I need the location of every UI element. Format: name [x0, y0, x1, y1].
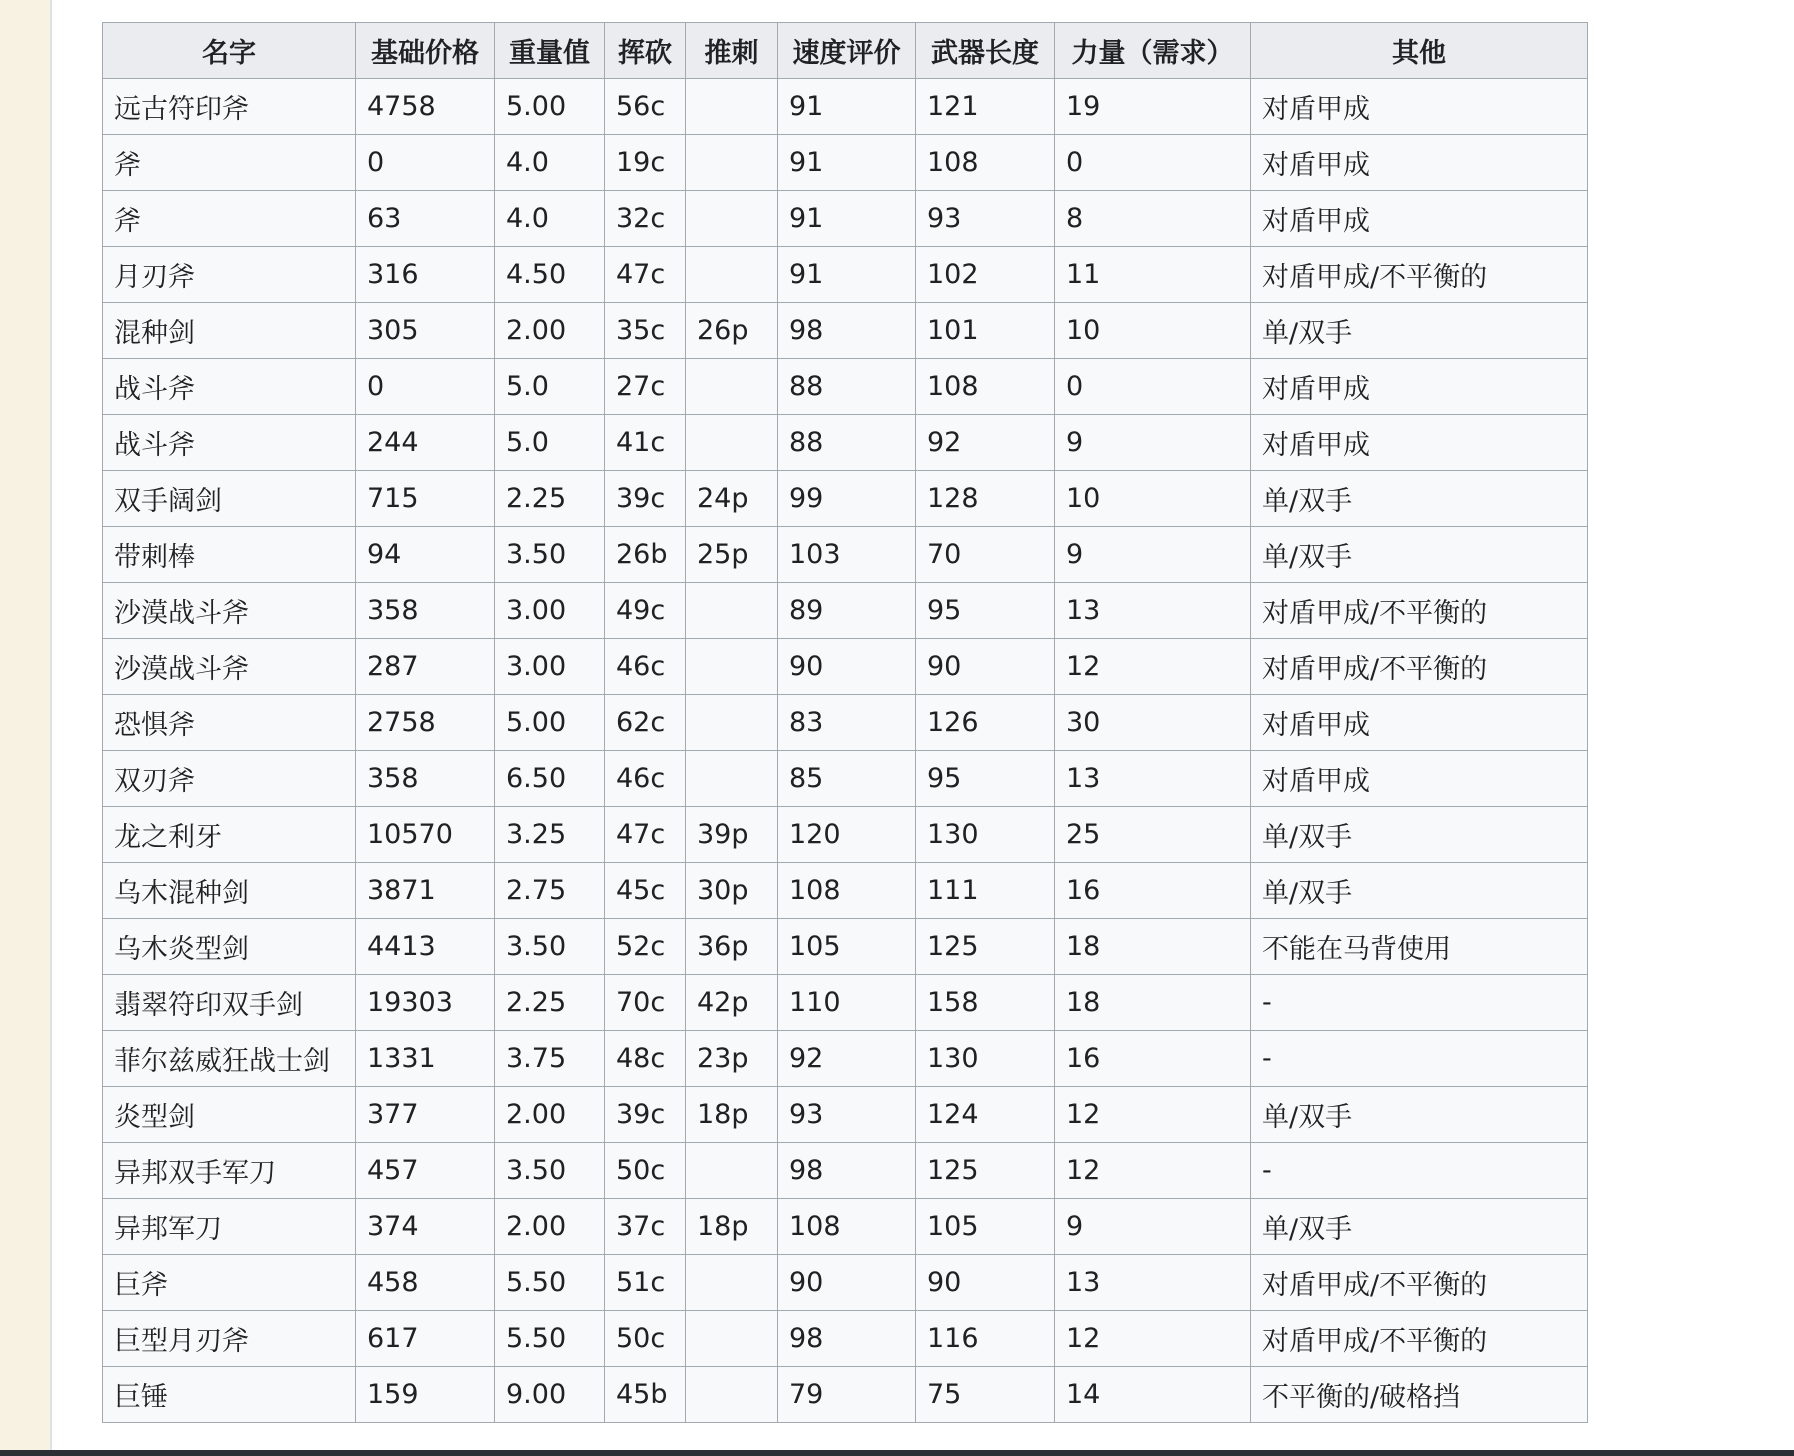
cell-weight: 3.25 — [495, 807, 605, 863]
cell-swing: 48c — [605, 1031, 686, 1087]
cell-strength: 12 — [1055, 1143, 1251, 1199]
left-gutter — [0, 0, 52, 1456]
cell-name: 战斗斧 — [103, 359, 356, 415]
cell-thrust: 18p — [686, 1087, 778, 1143]
cell-name: 沙漠战斗斧 — [103, 583, 356, 639]
cell-strength: 11 — [1055, 247, 1251, 303]
cell-length: 90 — [916, 639, 1055, 695]
cell-speed: 90 — [778, 639, 916, 695]
cell-other: 对盾甲成 — [1251, 191, 1588, 247]
cell-strength: 16 — [1055, 863, 1251, 919]
cell-name: 菲尔兹威狂战士剑 — [103, 1031, 356, 1087]
cell-other: 不平衡的/破格挡 — [1251, 1367, 1588, 1423]
cell-base-price: 4758 — [356, 79, 495, 135]
column-header-base-price: 基础价格 — [356, 23, 495, 79]
cell-other: 单/双手 — [1251, 863, 1588, 919]
cell-thrust — [686, 79, 778, 135]
cell-name: 双手阔剑 — [103, 471, 356, 527]
cell-thrust — [686, 1143, 778, 1199]
table-row — [103, 975, 1588, 1031]
cell-thrust — [686, 1311, 778, 1367]
table-row — [103, 471, 1588, 527]
cell-swing: 70c — [605, 975, 686, 1031]
table-row — [103, 135, 1588, 191]
cell-name: 翡翠符印双手剑 — [103, 975, 356, 1031]
cell-weight: 5.00 — [495, 695, 605, 751]
table-row — [103, 639, 1588, 695]
cell-speed: 91 — [778, 135, 916, 191]
cell-thrust: 23p — [686, 1031, 778, 1087]
cell-name: 双刃斧 — [103, 751, 356, 807]
column-header-length: 武器长度 — [916, 23, 1055, 79]
table-row — [103, 1367, 1588, 1423]
cell-thrust — [686, 1367, 778, 1423]
cell-other: 对盾甲成/不平衡的 — [1251, 639, 1588, 695]
cell-thrust — [686, 751, 778, 807]
cell-name: 炎型剑 — [103, 1087, 356, 1143]
table-row — [103, 863, 1588, 919]
cell-other: 不能在马背使用 — [1251, 919, 1588, 975]
cell-speed: 98 — [778, 1143, 916, 1199]
cell-speed: 91 — [778, 79, 916, 135]
cell-length: 93 — [916, 191, 1055, 247]
table-header-row — [103, 23, 1588, 79]
cell-base-price: 617 — [356, 1311, 495, 1367]
cell-length: 90 — [916, 1255, 1055, 1311]
cell-base-price: 244 — [356, 415, 495, 471]
cell-weight: 3.50 — [495, 919, 605, 975]
cell-length: 125 — [916, 919, 1055, 975]
cell-speed: 91 — [778, 191, 916, 247]
cell-strength: 18 — [1055, 975, 1251, 1031]
cell-name: 斧 — [103, 135, 356, 191]
cell-strength: 30 — [1055, 695, 1251, 751]
cell-name: 巨斧 — [103, 1255, 356, 1311]
cell-strength: 18 — [1055, 919, 1251, 975]
cell-weight: 3.00 — [495, 583, 605, 639]
cell-other: 单/双手 — [1251, 807, 1588, 863]
cell-thrust — [686, 639, 778, 695]
cell-thrust: 18p — [686, 1199, 778, 1255]
cell-length: 108 — [916, 359, 1055, 415]
cell-thrust: 30p — [686, 863, 778, 919]
cell-swing: 51c — [605, 1255, 686, 1311]
cell-other: 对盾甲成 — [1251, 751, 1588, 807]
cell-base-price: 159 — [356, 1367, 495, 1423]
cell-strength: 10 — [1055, 471, 1251, 527]
table-row — [103, 1255, 1588, 1311]
cell-speed: 90 — [778, 1255, 916, 1311]
column-header-strength: 力量（需求） — [1055, 23, 1251, 79]
table-row — [103, 1311, 1588, 1367]
cell-swing: 37c — [605, 1199, 686, 1255]
cell-swing: 32c — [605, 191, 686, 247]
column-header-speed: 速度评价 — [778, 23, 916, 79]
column-header-weight: 重量值 — [495, 23, 605, 79]
cell-other: 对盾甲成/不平衡的 — [1251, 583, 1588, 639]
cell-base-price: 3871 — [356, 863, 495, 919]
bottom-bar — [0, 1450, 1794, 1456]
cell-weight: 3.00 — [495, 639, 605, 695]
cell-weight: 5.0 — [495, 359, 605, 415]
cell-other: 单/双手 — [1251, 1199, 1588, 1255]
cell-weight: 3.50 — [495, 1143, 605, 1199]
cell-length: 158 — [916, 975, 1055, 1031]
cell-length: 130 — [916, 807, 1055, 863]
table-row — [103, 247, 1588, 303]
cell-weight: 6.50 — [495, 751, 605, 807]
cell-other: 对盾甲成 — [1251, 415, 1588, 471]
cell-base-price: 0 — [356, 135, 495, 191]
cell-base-price: 19303 — [356, 975, 495, 1031]
cell-thrust: 26p — [686, 303, 778, 359]
cell-weight: 3.75 — [495, 1031, 605, 1087]
cell-speed: 98 — [778, 1311, 916, 1367]
cell-other: 对盾甲成 — [1251, 695, 1588, 751]
cell-length: 105 — [916, 1199, 1055, 1255]
cell-base-price: 457 — [356, 1143, 495, 1199]
cell-swing: 26b — [605, 527, 686, 583]
table-row — [103, 527, 1588, 583]
cell-base-price: 305 — [356, 303, 495, 359]
table-row — [103, 751, 1588, 807]
cell-speed: 93 — [778, 1087, 916, 1143]
cell-weight: 4.50 — [495, 247, 605, 303]
cell-length: 101 — [916, 303, 1055, 359]
cell-name: 沙漠战斗斧 — [103, 639, 356, 695]
table-body — [103, 79, 1588, 1423]
cell-speed: 99 — [778, 471, 916, 527]
cell-length: 95 — [916, 751, 1055, 807]
cell-speed: 105 — [778, 919, 916, 975]
cell-thrust — [686, 1255, 778, 1311]
cell-name: 乌木炎型剑 — [103, 919, 356, 975]
table-row — [103, 1087, 1588, 1143]
cell-speed: 103 — [778, 527, 916, 583]
cell-thrust — [686, 583, 778, 639]
table-row — [103, 1199, 1588, 1255]
cell-other: 对盾甲成 — [1251, 79, 1588, 135]
cell-name: 混种剑 — [103, 303, 356, 359]
column-header-name: 名字 — [103, 23, 356, 79]
table-row — [103, 1031, 1588, 1087]
cell-speed: 92 — [778, 1031, 916, 1087]
cell-name: 斧 — [103, 191, 356, 247]
cell-strength: 25 — [1055, 807, 1251, 863]
cell-length: 75 — [916, 1367, 1055, 1423]
cell-strength: 14 — [1055, 1367, 1251, 1423]
cell-strength: 13 — [1055, 1255, 1251, 1311]
cell-swing: 50c — [605, 1143, 686, 1199]
cell-other: 单/双手 — [1251, 1087, 1588, 1143]
cell-name: 异邦军刀 — [103, 1199, 356, 1255]
cell-base-price: 358 — [356, 583, 495, 639]
cell-other: 对盾甲成/不平衡的 — [1251, 1311, 1588, 1367]
cell-strength: 13 — [1055, 751, 1251, 807]
cell-name: 战斗斧 — [103, 415, 356, 471]
cell-swing: 19c — [605, 135, 686, 191]
cell-name: 巨型月刃斧 — [103, 1311, 356, 1367]
cell-speed: 89 — [778, 583, 916, 639]
cell-thrust: 24p — [686, 471, 778, 527]
cell-base-price: 0 — [356, 359, 495, 415]
cell-swing: 56c — [605, 79, 686, 135]
cell-length: 121 — [916, 79, 1055, 135]
cell-speed: 88 — [778, 359, 916, 415]
column-header-swing: 挥砍 — [605, 23, 686, 79]
cell-strength: 0 — [1055, 359, 1251, 415]
cell-weight: 2.25 — [495, 975, 605, 1031]
cell-base-price: 1331 — [356, 1031, 495, 1087]
cell-swing: 45b — [605, 1367, 686, 1423]
cell-weight: 4.0 — [495, 135, 605, 191]
cell-swing: 62c — [605, 695, 686, 751]
cell-name: 恐惧斧 — [103, 695, 356, 751]
cell-weight: 5.00 — [495, 79, 605, 135]
page-content — [52, 0, 1794, 1456]
cell-length: 126 — [916, 695, 1055, 751]
table-row — [103, 303, 1588, 359]
cell-strength: 16 — [1055, 1031, 1251, 1087]
cell-base-price: 2758 — [356, 695, 495, 751]
cell-base-price: 458 — [356, 1255, 495, 1311]
column-header-other: 其他 — [1251, 23, 1588, 79]
cell-strength: 9 — [1055, 415, 1251, 471]
cell-weight: 5.0 — [495, 415, 605, 471]
cell-base-price: 4413 — [356, 919, 495, 975]
cell-swing: 45c — [605, 863, 686, 919]
cell-speed: 108 — [778, 1199, 916, 1255]
cell-speed: 88 — [778, 415, 916, 471]
cell-strength: 8 — [1055, 191, 1251, 247]
cell-length: 124 — [916, 1087, 1055, 1143]
cell-weight: 9.00 — [495, 1367, 605, 1423]
cell-base-price: 316 — [356, 247, 495, 303]
cell-length: 125 — [916, 1143, 1055, 1199]
cell-other: 对盾甲成/不平衡的 — [1251, 1255, 1588, 1311]
cell-name: 巨锤 — [103, 1367, 356, 1423]
cell-weight: 2.00 — [495, 1087, 605, 1143]
cell-other: - — [1251, 975, 1588, 1031]
cell-swing: 39c — [605, 1087, 686, 1143]
cell-speed: 79 — [778, 1367, 916, 1423]
cell-weight: 2.00 — [495, 303, 605, 359]
cell-other: 对盾甲成 — [1251, 135, 1588, 191]
cell-thrust — [686, 415, 778, 471]
cell-other: 对盾甲成 — [1251, 359, 1588, 415]
cell-name: 龙之利牙 — [103, 807, 356, 863]
cell-length: 130 — [916, 1031, 1055, 1087]
cell-speed: 98 — [778, 303, 916, 359]
cell-strength: 13 — [1055, 583, 1251, 639]
cell-base-price: 374 — [356, 1199, 495, 1255]
cell-speed: 91 — [778, 247, 916, 303]
cell-base-price: 287 — [356, 639, 495, 695]
cell-thrust: 25p — [686, 527, 778, 583]
cell-name: 带刺棒 — [103, 527, 356, 583]
cell-weight: 4.0 — [495, 191, 605, 247]
cell-other: 单/双手 — [1251, 471, 1588, 527]
cell-other: - — [1251, 1031, 1588, 1087]
cell-thrust — [686, 359, 778, 415]
cell-swing: 47c — [605, 807, 686, 863]
table-row — [103, 919, 1588, 975]
cell-length: 128 — [916, 471, 1055, 527]
cell-swing: 47c — [605, 247, 686, 303]
table-row — [103, 583, 1588, 639]
cell-length: 92 — [916, 415, 1055, 471]
table-row — [103, 807, 1588, 863]
cell-speed: 85 — [778, 751, 916, 807]
cell-base-price: 63 — [356, 191, 495, 247]
cell-strength: 9 — [1055, 1199, 1251, 1255]
cell-speed: 108 — [778, 863, 916, 919]
cell-weight: 5.50 — [495, 1311, 605, 1367]
cell-weight: 2.75 — [495, 863, 605, 919]
cell-base-price: 358 — [356, 751, 495, 807]
cell-speed: 110 — [778, 975, 916, 1031]
cell-length: 95 — [916, 583, 1055, 639]
cell-length: 102 — [916, 247, 1055, 303]
cell-base-price: 94 — [356, 527, 495, 583]
cell-base-price: 377 — [356, 1087, 495, 1143]
cell-name: 乌木混种剑 — [103, 863, 356, 919]
cell-base-price: 715 — [356, 471, 495, 527]
cell-swing: 35c — [605, 303, 686, 359]
cell-length: 116 — [916, 1311, 1055, 1367]
table-row — [103, 695, 1588, 751]
cell-speed: 120 — [778, 807, 916, 863]
cell-weight: 2.25 — [495, 471, 605, 527]
cell-strength: 0 — [1055, 135, 1251, 191]
cell-strength: 10 — [1055, 303, 1251, 359]
cell-other: 对盾甲成/不平衡的 — [1251, 247, 1588, 303]
cell-strength: 12 — [1055, 1311, 1251, 1367]
cell-name: 异邦双手军刀 — [103, 1143, 356, 1199]
cell-thrust — [686, 191, 778, 247]
cell-swing: 49c — [605, 583, 686, 639]
table-row — [103, 415, 1588, 471]
column-header-thrust: 推刺 — [686, 23, 778, 79]
cell-other: 单/双手 — [1251, 527, 1588, 583]
table-row — [103, 1143, 1588, 1199]
cell-speed: 83 — [778, 695, 916, 751]
cell-swing: 39c — [605, 471, 686, 527]
cell-length: 70 — [916, 527, 1055, 583]
cell-weight: 3.50 — [495, 527, 605, 583]
cell-strength: 9 — [1055, 527, 1251, 583]
cell-thrust — [686, 247, 778, 303]
cell-weight: 2.00 — [495, 1199, 605, 1255]
cell-base-price: 10570 — [356, 807, 495, 863]
cell-length: 108 — [916, 135, 1055, 191]
cell-name: 远古符印斧 — [103, 79, 356, 135]
table-row — [103, 191, 1588, 247]
cell-swing: 50c — [605, 1311, 686, 1367]
cell-other: 单/双手 — [1251, 303, 1588, 359]
cell-strength: 12 — [1055, 1087, 1251, 1143]
cell-thrust: 36p — [686, 919, 778, 975]
cell-swing: 41c — [605, 415, 686, 471]
cell-weight: 5.50 — [495, 1255, 605, 1311]
table-row — [103, 79, 1588, 135]
cell-strength: 12 — [1055, 639, 1251, 695]
table-row — [103, 359, 1588, 415]
cell-length: 111 — [916, 863, 1055, 919]
weapons-table — [102, 22, 1588, 1423]
cell-name: 月刃斧 — [103, 247, 356, 303]
cell-thrust: 42p — [686, 975, 778, 1031]
cell-thrust — [686, 695, 778, 751]
cell-swing: 52c — [605, 919, 686, 975]
cell-swing: 27c — [605, 359, 686, 415]
cell-other: - — [1251, 1143, 1588, 1199]
cell-swing: 46c — [605, 751, 686, 807]
cell-strength: 19 — [1055, 79, 1251, 135]
cell-swing: 46c — [605, 639, 686, 695]
cell-thrust: 39p — [686, 807, 778, 863]
cell-thrust — [686, 135, 778, 191]
